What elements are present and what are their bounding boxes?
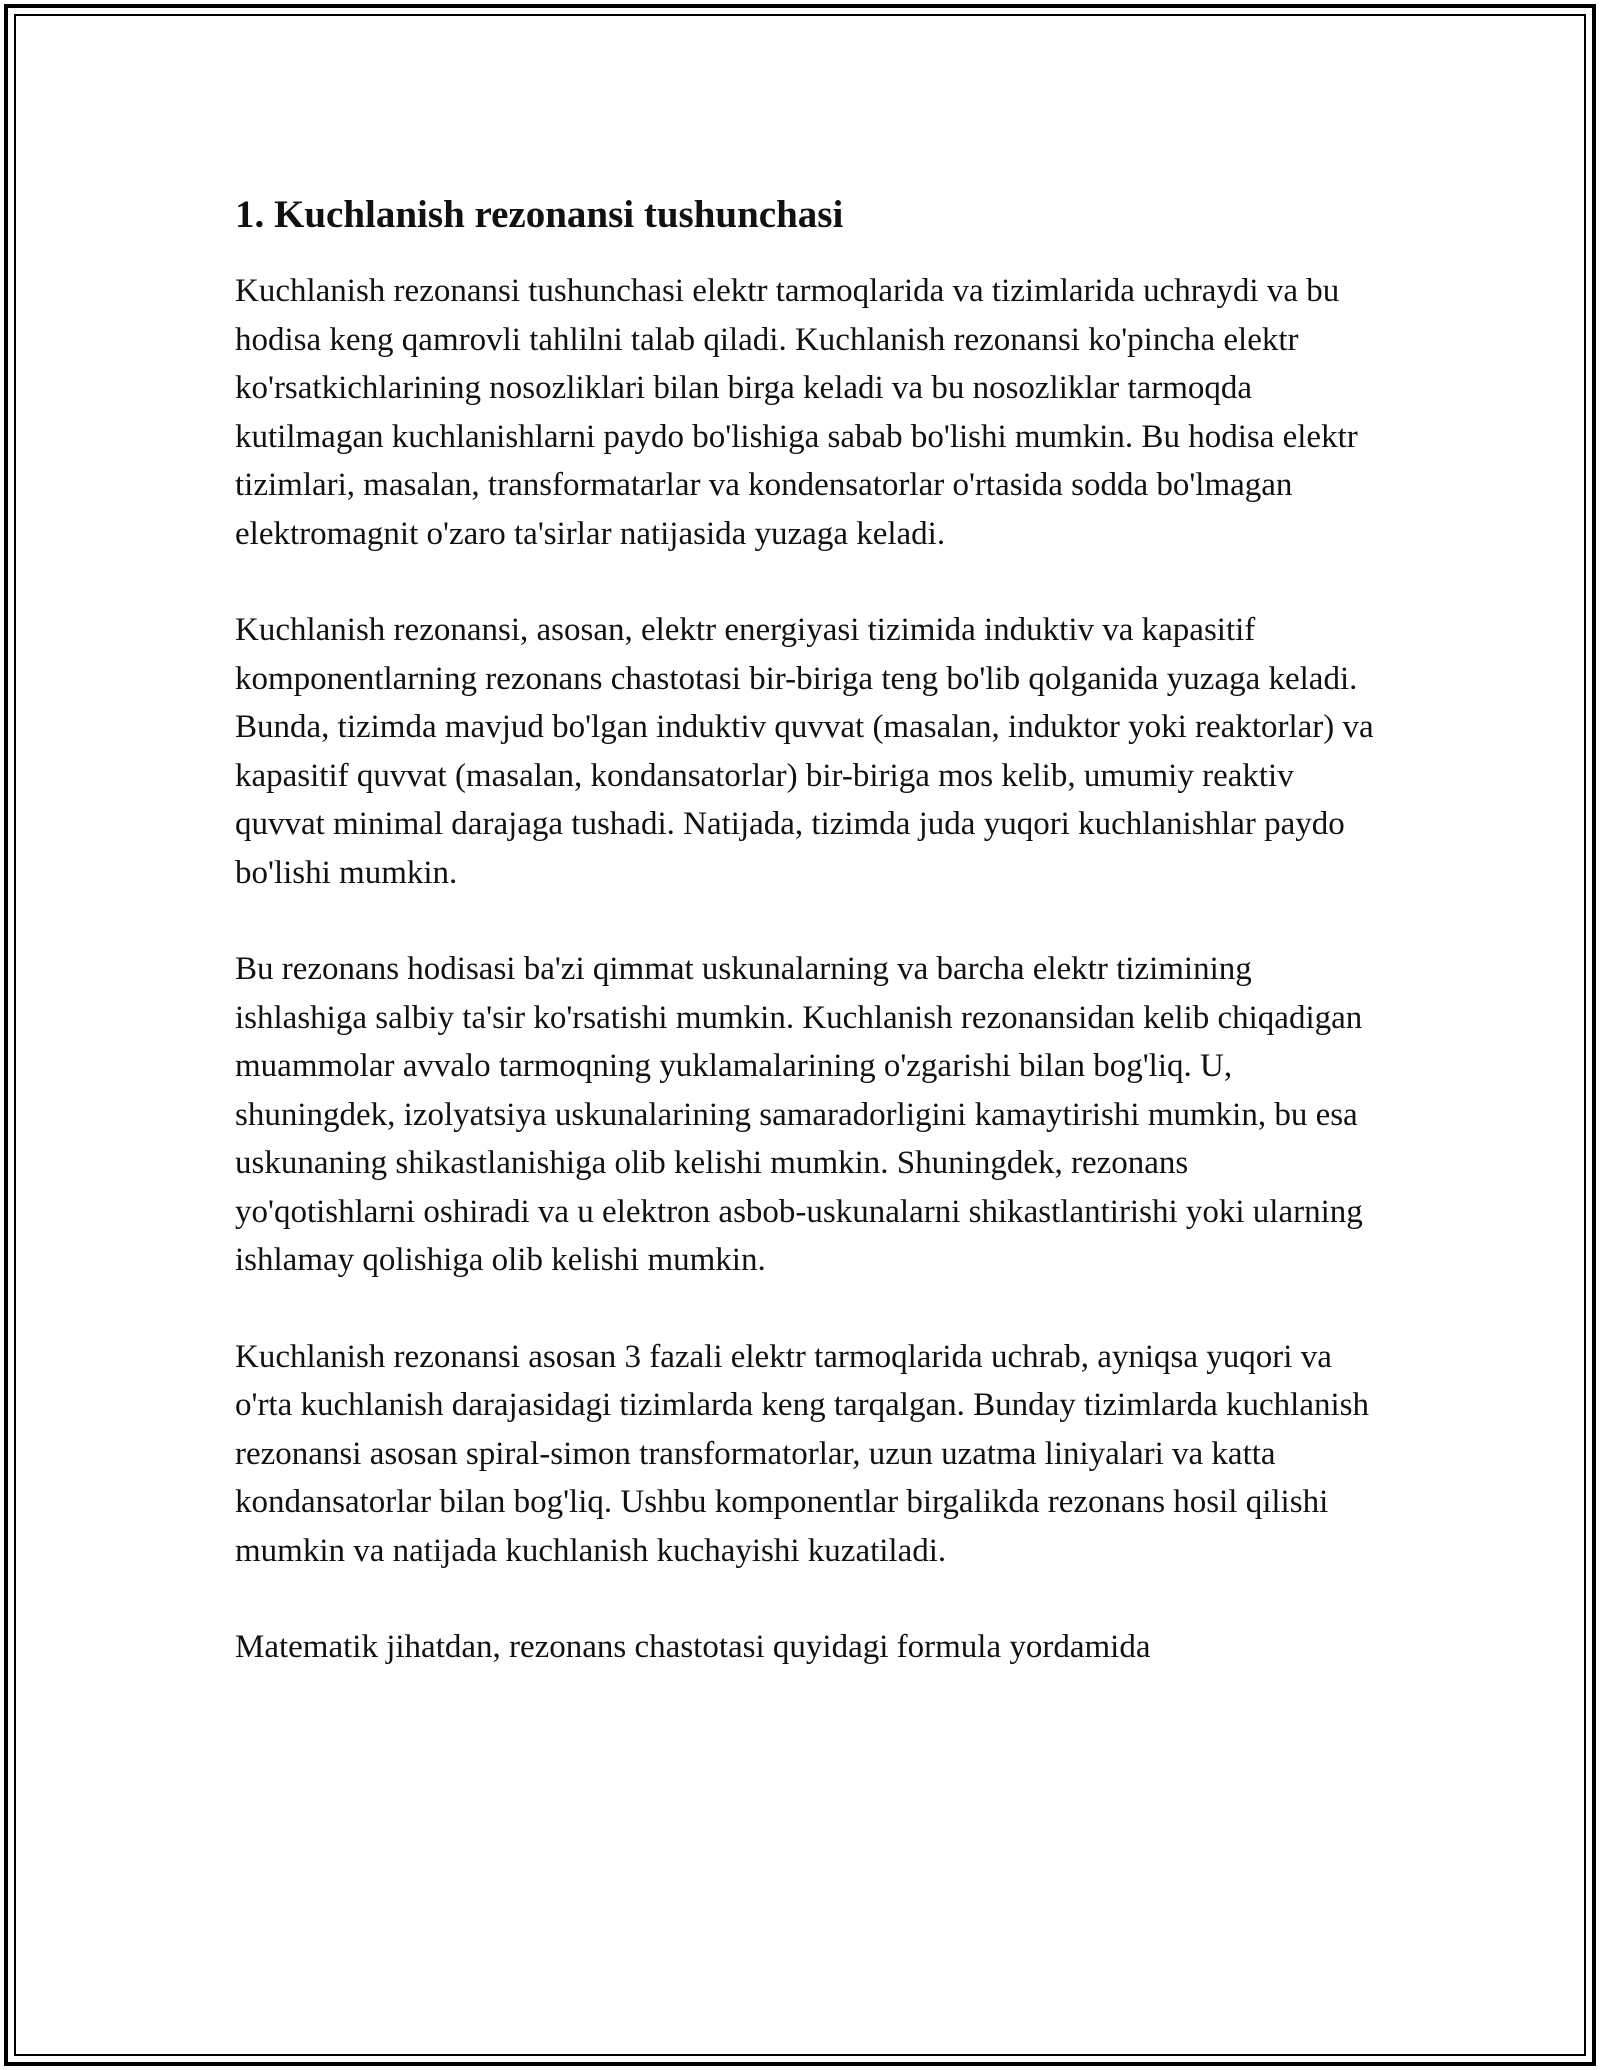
paragraph-3: Bu rezonans hodisasi ba'zi qimmat uskunalarning va barcha elektr tizimining ishlashiga salbiy ta'sir ko'rsatishi mumkin. Kuchlanish rezonansidan kelib chiqadigan muammolar avvalo tarmoqning yuklamalarining o'zgarishi bilan bog'liq. U, shuningdek, izolyatsiya uskunalarining samaradorligini kamaytirishi mumkin, bu esa uskunaning shikastlanishiga olib kelishi mumkin. Shuningdek, rezonans yo'qotishlarni oshiradi va u elektron asbob-uskunalarni shikastlantirishi yoki ularning ishlamay qolishiga olib kelishi mumkin.	[235, 951, 1363, 1278]
paragraph-5: Matematik jihatdan, rezonans chastotasi quyidagi formula yordamida	[235, 1629, 1151, 1665]
paragraph-4: Kuchlanish rezonansi asosan 3 fazali elektr tarmoqlarida uchrab, ayniqsa yuqori va o'rta kuchlanish darajasidagi tizimlarda keng tarqalgan. Bunday tizimlarda kuchlanish rezonansi asosan spiral-simon transformatorlar, uzun uzatma liniyalari va katta kondansatorlar bilan bog'liq. Ushbu komponentlar birgalikda rezonans hosil qilishi mumkin va natijada kuchlanish kuchayishi kuzatiladi.	[235, 1338, 1369, 1569]
paragraph-1: Kuchlanish rezonansi tushunchasi elektr tarmoqlarida va tizimlarida uchraydi va bu hodisa keng qamrovli tahlilni talab qiladi. Kuchlanish rezonansi ko'pincha elektr ko'rsatkichlarining nosozliklari bilan birga keladi va bu nosozliklar tarmoqda kutilmagan kuchlanishlarni paydo bo'lishiga sabab bo'lishi mumkin. Bu hodisa elektr tizimlari, masalan, transformatarlar va kondensatorlar o'rtasida sodda bo'lmagan elektromagnit o'zaro ta'sirlar natijasida yuzaga keladi.	[235, 273, 1358, 552]
paragraph-2: Kuchlanish rezonansi, asosan, elektr energiyasi tizimida induktiv va kapasitif komponentlarning rezonans chastotasi bir-biriga teng bo'lib qolganida yuzaga keladi. Bunda, tizimda mavjud bo'lgan induktiv quvvat (masalan, induktor yoki reaktorlar) va kapasitif quvvat (masalan, kondansatorlar) bir-biriga mos kelib, umumiy reaktiv quvvat minimal darajaga tushadi. Natijada, tizimda juda yuqori kuchlanishlar paydo bo'lishi mumkin.	[235, 612, 1374, 891]
document-body	[235, 185, 1375, 1720]
section-heading: 1. Kuchlanish rezonansi tushunchasi	[235, 193, 844, 236]
